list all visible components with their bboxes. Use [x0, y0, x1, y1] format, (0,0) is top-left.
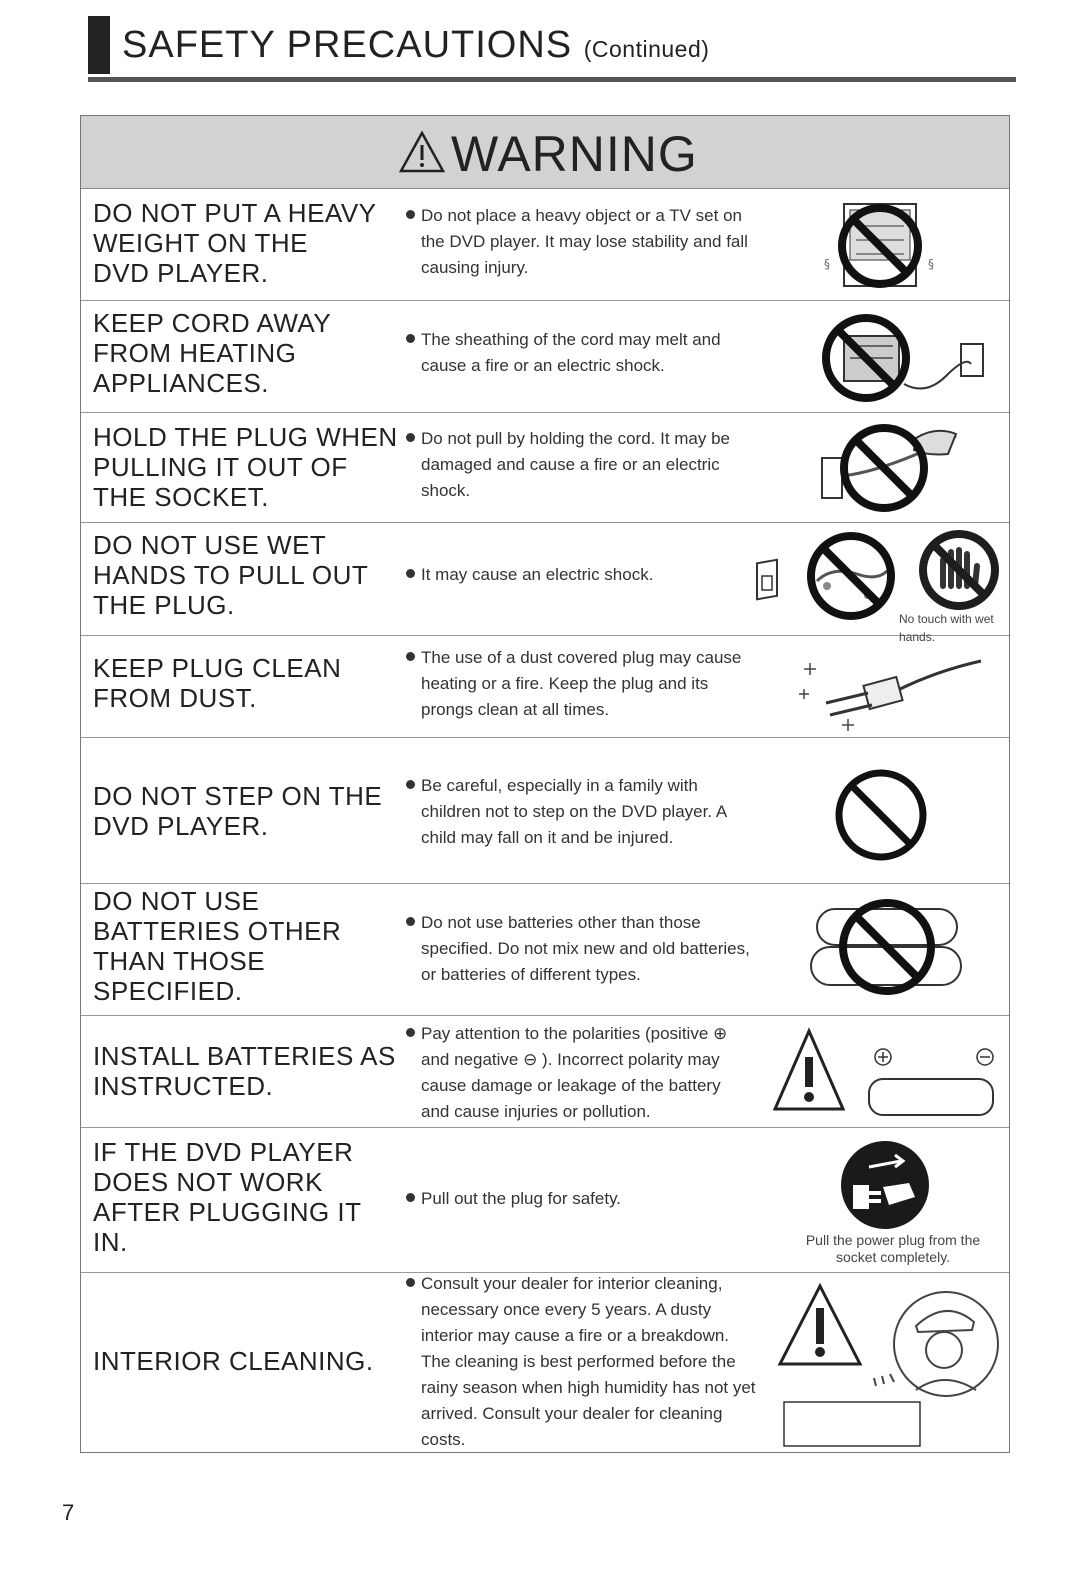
row-heading: DO NOT USE WET HANDS TO PULL OUT THE PLUG. [93, 530, 369, 620]
row-text: Pull out the plug for safety. [406, 1186, 766, 1212]
row-text: Be careful, especially in a family with children not to step on the DVD player. A child may fall on it and be injured. [406, 773, 766, 851]
bullet-icon [406, 780, 415, 789]
heater-cord-prohibition-icon [806, 306, 991, 406]
row-text: The use of a dust covered plug may cause heating or a fire. Keep the plug and its prongs clean at all times. [406, 645, 766, 723]
warning-row [81, 522, 1009, 644]
svg-text:§: § [928, 257, 934, 271]
warning-row [81, 737, 1009, 884]
page-title: SAFETY PRECAUTIONS (Continued) [122, 24, 710, 66]
warning-panel [80, 115, 1010, 1453]
warning-header [81, 116, 1009, 189]
row-heading: KEEP CORD AWAY FROM HEATING APPLIANCES. [93, 308, 332, 398]
row-heading: HOLD THE PLUG WHEN PULLING IT OUT OF THE SOCKET. [93, 422, 398, 512]
row-text: Do not place a heavy object or a TV set on the DVD player. It may lose stability and fall causing injury. [406, 203, 766, 281]
bullet-icon [406, 569, 415, 578]
wet-hands-prohibition-icon [797, 526, 907, 626]
wall-socket-icon [753, 558, 783, 606]
bullet-icon [406, 917, 415, 926]
row-heading: INSTALL BATTERIES AS INSTRUCTED. [93, 1041, 396, 1101]
unplug-icon [839, 1139, 931, 1231]
row-text: Do not use batteries other than those specified. Do not mix new and old batteries, or batteries of different types. [406, 910, 766, 988]
row-text: Do not pull by holding the cord. It may be damaged and cause a fire or an electric shock. [406, 426, 766, 504]
batteries-prohibition-icon [803, 897, 973, 1001]
warning-row [81, 412, 1009, 523]
row-text: The sheathing of the cord may melt and cause a fire or an electric shock. [406, 327, 766, 379]
bullet-icon [406, 1193, 415, 1202]
clean-plug-icon [796, 641, 986, 733]
row-text: It may cause an electric shock. [406, 562, 766, 588]
warning-row [81, 300, 1009, 413]
bullet-icon [406, 1278, 415, 1287]
row-heading: DO NOT USE BATTERIES OTHER THAN THOSE SPECIFIED. [93, 886, 342, 1006]
unplug-caption: Pull the power plug from the socket completely. [805, 1232, 981, 1265]
no-touch-hand-icon [913, 524, 1009, 618]
bullet-icon [406, 1028, 415, 1037]
title-rule [88, 77, 1016, 82]
row-text: Consult your dealer for interior cleaning, necessary once every 5 years. A dusty interior may cause a fire or a breakdown. The cleaning is best performed before the rainy season when high humidity has not yet arrived. Consult your dealer for cleaning costs. [406, 1271, 776, 1453]
warning-row [81, 1272, 1009, 1452]
row-heading: KEEP PLUG CLEAN FROM DUST. [93, 653, 342, 713]
bullet-icon [406, 334, 415, 343]
svg-text:§: § [824, 257, 830, 271]
bullet-icon [406, 210, 415, 219]
bullet-icon [406, 433, 415, 442]
warning-row [81, 1015, 1009, 1128]
warning-row [81, 883, 1009, 1016]
title-bar-marker [88, 16, 110, 74]
row-heading: DO NOT STEP ON THE DVD PLAYER. [93, 781, 383, 841]
warning-triangle-icon [398, 130, 446, 174]
row-heading: INTERIOR CLEANING. [93, 1346, 374, 1376]
row-heading: IF THE DVD PLAYER DOES NOT WORK AFTER PLUGGING IT IN. [93, 1137, 362, 1257]
no-touch-caption: No touch with wet hands. [899, 612, 994, 644]
row-heading: DO NOT PUT A HEAVY WEIGHT ON THE DVD PLAYER. [93, 198, 377, 288]
warning-row [81, 635, 1009, 738]
dealer-service-icon [776, 1278, 1006, 1448]
battery-polarity-icon [773, 1027, 1005, 1121]
bullet-icon [406, 652, 415, 661]
prohibition-icon [833, 767, 929, 863]
row-text: Pay attention to the polarities (positive ⊕ and negative ⊖ ). Incorrect polarity may cause damage or leakage of the battery and cause injuries or pollution. [406, 1021, 771, 1125]
title-continued: (Continued) [583, 36, 710, 62]
page-number: 7 [62, 1500, 75, 1525]
warning-label: WARNING [451, 126, 698, 182]
pull-cord-prohibition-icon [816, 416, 966, 516]
heavy-object-prohibition-icon [816, 196, 946, 296]
warning-row [81, 1127, 1009, 1273]
warning-row [81, 188, 1009, 301]
